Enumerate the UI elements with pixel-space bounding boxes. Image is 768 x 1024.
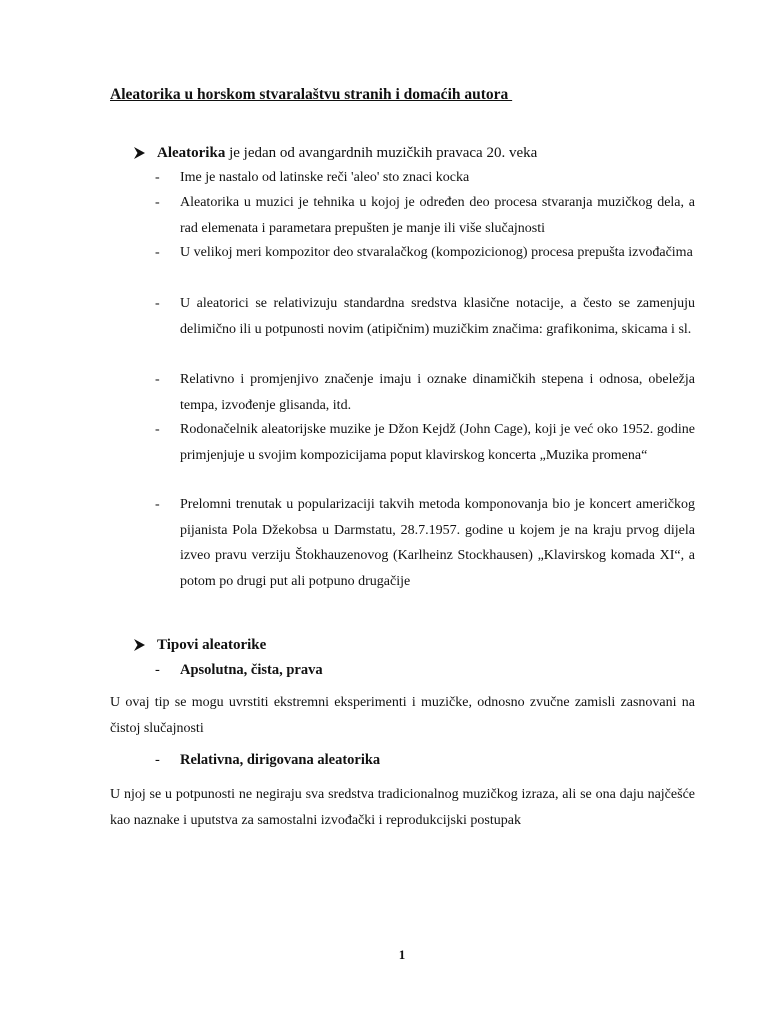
subheading-text: Relativna, dirigovana aleatorika <box>180 752 381 768</box>
list-item <box>155 190 695 241</box>
subheading-relativna <box>155 749 380 771</box>
dash-marker: - <box>155 497 160 512</box>
paragraph: U njoj se u potpunosti ne negiraju sva sredstva tradicionalnog muzičkog izraza, ali se ona daju najčešće kao naznake i uputstva za samostalni izvođački i reprodukcijski postupak <box>110 787 695 828</box>
arrow-bullet-icon <box>133 635 147 655</box>
dash-marker: - <box>155 296 160 311</box>
list-item-text: Rodonačelnik aleatorijske muzike je Džon Kejdž (John Cage), koji je već oko 1952. godine primjenjuje u svojim kompozicijama poput klavirskog koncerta „Muzika promena“ <box>180 422 695 463</box>
dash-marker: - <box>155 752 160 768</box>
list-item <box>155 240 695 266</box>
section-heading-text <box>157 143 537 163</box>
subheading-text: Apsolutna, čista, prava <box>180 662 323 678</box>
list-item-text: Aleatorika u muzici je tehnika u kojoj je određen deo procesa stvaranja muzičkog dela, a rad elemenata i parametara prepušten je manje ili više slučajnosti <box>180 195 695 236</box>
list-item <box>155 417 695 468</box>
paragraph: U ovaj tip se mogu uvrstiti ekstremni eksperimenti i muzičke, odnosno zvučne zamisli zasnovani na čistoj slučajnosti <box>110 695 695 736</box>
dash-marker: - <box>155 245 160 260</box>
list-item-text: Relativno i promjenjivo značenje imaju i oznake dinamičkih stepena i odnosa, obeležja tempa, izvođenje glisanda, itd. <box>180 372 695 413</box>
section-heading-text: Tipovi aleatorike <box>157 637 267 653</box>
dash-marker: - <box>155 422 160 437</box>
list-item-text: U velikoj meri kompozitor deo stvaralačkog (kompozicionog) procesa prepušta izvođačima <box>180 245 693 260</box>
subheading-apsolutna <box>155 659 323 681</box>
document-title: Aleatorika u horskom stvaralaštvu stranih i domaćih autora <box>110 86 513 103</box>
list-item-text: Prelomni trenutak u popularizaciji takvih metoda komponovanja bio je koncert američkog pijanista Pola Džekobsa u Darmstatu, 28.7.1957. godine u kojem je na kraju prvog dijela izveo pravu verziju Štokhauzenovog (Karlheinz Stockhausen) „Klavirskog komada XI“, a potom po drugi put ali potpuno drugačije <box>180 497 695 589</box>
dash-marker: - <box>155 170 160 185</box>
list-item <box>155 291 695 342</box>
list-item <box>155 165 695 191</box>
list-item-text: U aleatorici se relativizuju standardna sredstva klasične notacije, a često se zamenjuju delimično ili u potpunosti novim (atipičnim) muzičkim značima: grafikonima, skicama i sl. <box>180 296 695 337</box>
list-item-text: Ime je nastalo od latinske reči 'aleo' sto znaci kocka <box>180 170 470 185</box>
list-item <box>155 367 695 418</box>
page-number: 1 <box>398 947 406 962</box>
definition-text: je jedan od avangardnih muzičkih pravaca 20. veka <box>225 145 538 161</box>
arrow-bullet-icon <box>133 143 147 163</box>
dash-marker: - <box>155 195 160 210</box>
dash-marker: - <box>155 662 160 678</box>
dash-marker: - <box>155 372 160 387</box>
term-aleatorika: Aleatorika <box>157 145 226 161</box>
list-item <box>155 492 695 594</box>
